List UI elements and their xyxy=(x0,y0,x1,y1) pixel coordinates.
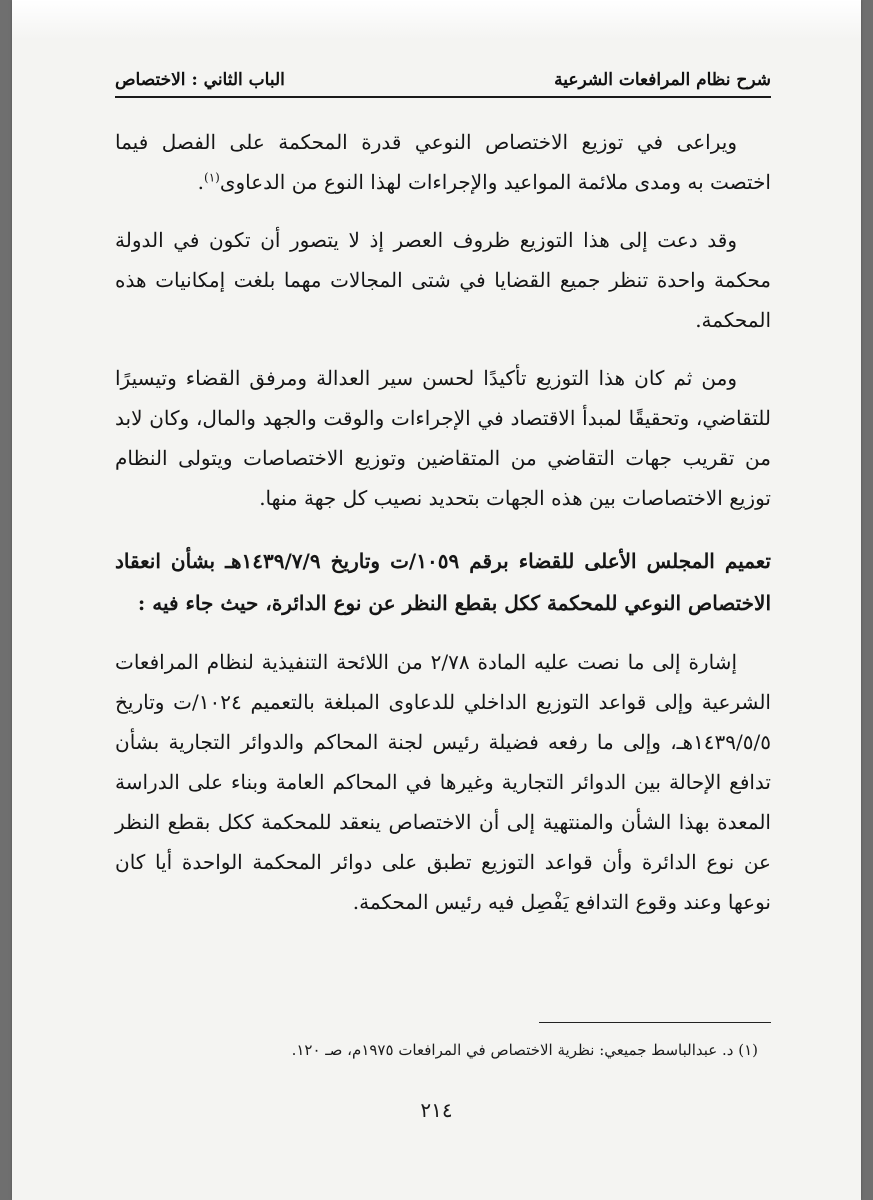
paragraph-3: ومن ثم كان هذا التوزيع تأكيدًا لحسن سير العدالة ومرفق القضاء وتيسيرًا للتقاضي، وتحقيقًا لمبدأ الاقتصاد في الإجراءات والوقت والجهد والمال، وكان لابد من تقريب جهات التقاضي من المتقاضين وتوزيع الاختصاصات ويتولى النظام توزيع الاختصاصات بين هذه الجهات بتحديد نصيب كل جهة منها. xyxy=(115,366,771,510)
paragraph-1-text: ويراعى في توزيع الاختصاص النوعي قدرة المحكمة على الفصل فيما اختصت به ومدى ملائمة المواعيد والإجراءات لهذا النوع من الدعاوى xyxy=(115,130,771,194)
book-page xyxy=(12,0,861,1200)
circular-heading: تعميم المجلس الأعلى للقضاء برقم ١٠٥٩/ت وتاريخ ١٤٣٩/٧/٩هـ بشأن انعقاد الاختصاص النوعي للمحكمة ككل بقطع النظر عن نوع الدائرة، حيث جاء فيه : xyxy=(115,549,772,615)
page-body xyxy=(115,122,771,922)
paragraph-1 xyxy=(115,122,771,202)
chapter-title: الباب الثاني : الاختصاص xyxy=(115,70,285,90)
circular-quote: إشارة إلى ما نصت عليه المادة ٢/٧٨ من اللائحة التنفيذية لنظام المرافعات الشرعية وإلى قواعد التوزيع الداخلي للدعاوى المبلغة بالتعميم ١٠٢٤/ت وتاريخ ١٤٣٩/٥/٥هـ، وإلى ما رفعه فضيلة رئيس لجنة المحاكم والدوائر التجارية بشأن تدافع الإحالة بين الدوائر التجارية وغيرها في المحاكم العامة وبناء على الدراسة المعدة بهذا الشأن والمنتهية إلى أن الاختصاص ينعقد للمحكمة ككل بقطع النظر عن نوع الدائرة وأن قواعد التوزيع تطبق على دوائر المحكمة الواحدة أيا كان نوعها وعند وقوع التدافع يَفْصِل فيه رئيس المحكمة. xyxy=(115,650,771,914)
footnote: (١) د. عبدالباسط جميعي: نظرية الاختصاص في المرافعات ١٩٧٥م، صـ ١٢٠. xyxy=(291,1041,758,1059)
footnote-reference[interactable]: (١) xyxy=(204,170,220,185)
book-title: شرح نظام المرافعات الشرعية xyxy=(554,70,771,90)
page-number: ٢١٤ xyxy=(420,1098,453,1122)
paragraph-2: وقد دعت إلى هذا التوزيع ظروف العصر إذ لا يتصور أن تكون في الدولة محكمة واحدة تنظر جميع القضايا في شتى المجالات مهما بلغت إمكانيات هذه المحكمة. xyxy=(115,228,771,332)
running-header xyxy=(115,58,771,98)
paragraph-1-tail: . xyxy=(197,170,205,194)
footnote-separator xyxy=(539,1022,771,1023)
